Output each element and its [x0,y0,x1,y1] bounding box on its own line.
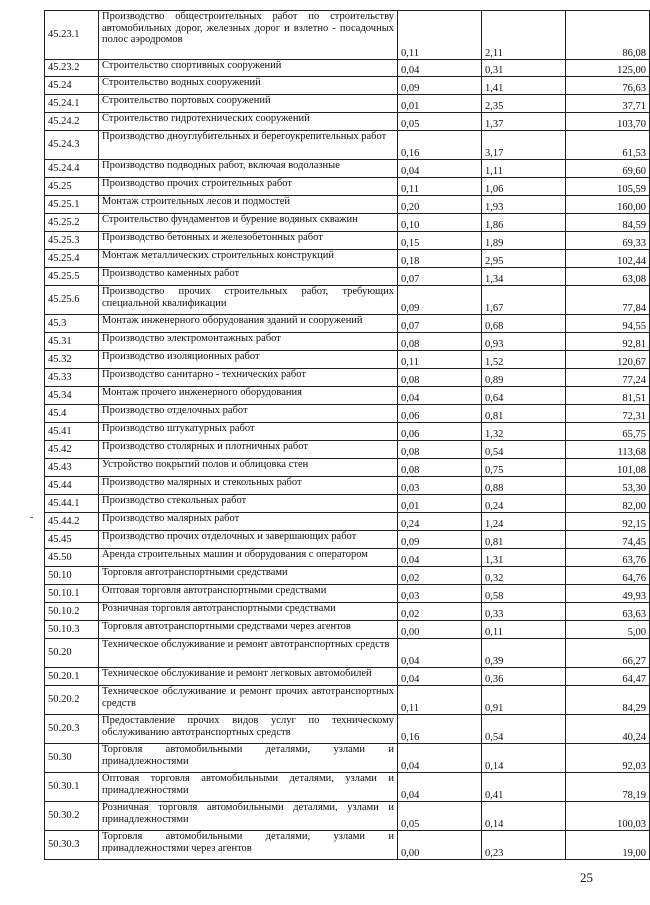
value-3-cell: 101,08 [566,459,650,477]
value-2-cell: 1,37 [482,113,566,131]
value-2-cell: 0,39 [482,639,566,668]
value-3-cell: 37,71 [566,95,650,113]
activity-name-cell: Техническое обслуживание и ремонт легковых автомобилей [99,668,398,686]
value-3-cell: 120,67 [566,351,650,369]
value-3-cell: 66,27 [566,639,650,668]
okved-code-cell: 45.24.1 [45,95,99,113]
okved-code-cell: 45.25.5 [45,268,99,286]
activity-name-cell: Монтаж инженерного оборудования зданий и сооружений [99,315,398,333]
value-3-cell: 86,08 [566,11,650,60]
table-row [45,686,650,715]
table-row [45,160,650,178]
value-2-cell: 1,93 [482,196,566,214]
value-3-cell: 49,93 [566,585,650,603]
value-2-cell: 1,11 [482,160,566,178]
value-1-cell: 0,11 [398,686,482,715]
value-2-cell: 0,24 [482,495,566,513]
value-2-cell: 0,23 [482,831,566,860]
activity-name-cell: Производство бетонных и железобетонных работ [99,232,398,250]
okved-code-cell: 45.3 [45,315,99,333]
table-row [45,715,650,744]
value-3-cell: 64,47 [566,668,650,686]
value-1-cell: 0,05 [398,802,482,831]
value-2-cell: 2,11 [482,11,566,60]
value-3-cell: 61,53 [566,131,650,160]
value-1-cell: 0,04 [398,668,482,686]
okved-code-cell: 45.23.2 [45,60,99,77]
value-1-cell: 0,05 [398,113,482,131]
table-body [45,11,650,860]
table-row [45,95,650,113]
table-row [45,250,650,268]
value-1-cell: 0,08 [398,459,482,477]
value-2-cell: 1,32 [482,423,566,441]
activity-name-cell: Производство общестроительных работ по строительству автомобильных дорог, железных дорог и взлетно - посадочных полос аэродромов [99,11,398,60]
value-3-cell: 69,33 [566,232,650,250]
value-2-cell: 1,86 [482,214,566,232]
value-1-cell: 0,18 [398,250,482,268]
value-2-cell: 1,52 [482,351,566,369]
value-2-cell: 1,89 [482,232,566,250]
value-1-cell: 0,06 [398,423,482,441]
activity-name-cell: Техническое обслуживание и ремонт автотранспортных средств [99,639,398,668]
activity-name-cell: Производство прочих строительных работ [99,178,398,196]
value-1-cell: 0,04 [398,387,482,405]
table-row [45,11,650,60]
okved-code-cell: 45.45 [45,531,99,549]
value-3-cell: 5,00 [566,621,650,639]
activity-name-cell: Устройство покрытий полов и облицовка стен [99,459,398,477]
activity-name-cell: Монтаж строительных лесов и подмостей [99,196,398,214]
activity-name-cell: Производство малярных и стекольных работ [99,477,398,495]
value-1-cell: 0,09 [398,77,482,95]
okved-code-cell: 45.4 [45,405,99,423]
activity-name-cell: Производство прочих строительных работ, требующих специальной квалификации [99,286,398,315]
value-3-cell: 160,00 [566,196,650,214]
value-3-cell: 19,00 [566,831,650,860]
okved-code-cell: 45.50 [45,549,99,567]
table-row [45,268,650,286]
value-2-cell: 0,11 [482,621,566,639]
value-3-cell: 81,51 [566,387,650,405]
value-3-cell: 94,55 [566,315,650,333]
value-1-cell: 0,07 [398,268,482,286]
value-1-cell: 0,04 [398,639,482,668]
value-2-cell: 1,06 [482,178,566,196]
value-1-cell: 0,09 [398,531,482,549]
value-3-cell: 82,00 [566,495,650,513]
value-1-cell: 0,11 [398,178,482,196]
table-row [45,286,650,315]
value-1-cell: 0,08 [398,333,482,351]
okved-code-cell: 45.24.4 [45,160,99,178]
value-1-cell: 0,03 [398,477,482,495]
okved-code-cell: 45.25.1 [45,196,99,214]
value-3-cell: 92,15 [566,513,650,531]
table-row [45,513,650,531]
value-3-cell: 63,08 [566,268,650,286]
table-row [45,802,650,831]
margin-mark: - [30,512,34,523]
value-1-cell: 0,00 [398,831,482,860]
okved-code-cell: 50.10.2 [45,603,99,621]
table-row [45,131,650,160]
value-2-cell: 0,89 [482,369,566,387]
activity-name-cell: Строительство спортивных сооружений [99,60,398,77]
table-row [45,369,650,387]
okved-code-cell: 45.44 [45,477,99,495]
okved-code-cell: 45.25.6 [45,286,99,315]
activity-name-cell: Производство стекольных работ [99,495,398,513]
table-row [45,423,650,441]
activity-name-cell: Производство электромонтажных работ [99,333,398,351]
activity-name-cell: Строительство портовых сооружений [99,95,398,113]
data-table [44,10,650,860]
value-3-cell: 77,84 [566,286,650,315]
value-3-cell: 63,63 [566,603,650,621]
value-2-cell: 0,91 [482,686,566,715]
value-2-cell: 0,88 [482,477,566,495]
table-row [45,232,650,250]
okved-code-cell: 45.25 [45,178,99,196]
value-1-cell: 0,09 [398,286,482,315]
activity-name-cell: Торговля автомобильными деталями, узлами и принадлежностями через агентов [99,831,398,860]
value-2-cell: 0,14 [482,744,566,773]
activity-name-cell: Производство подводных работ, включая водолазные [99,160,398,178]
value-2-cell: 0,68 [482,315,566,333]
value-1-cell: 0,07 [398,315,482,333]
value-2-cell: 0,81 [482,405,566,423]
value-3-cell: 113,68 [566,441,650,459]
okved-code-cell: 50.10.1 [45,585,99,603]
value-1-cell: 0,08 [398,369,482,387]
value-1-cell: 0,02 [398,603,482,621]
activity-name-cell: Производство малярных работ [99,513,398,531]
okved-code-cell: 50.20.3 [45,715,99,744]
table-row [45,744,650,773]
okved-code-cell: 45.43 [45,459,99,477]
okved-code-cell: 50.10 [45,567,99,585]
table-row [45,351,650,369]
okved-code-cell: 45.44.1 [45,495,99,513]
table-row [45,549,650,567]
table-row [45,214,650,232]
table-row [45,773,650,802]
value-1-cell: 0,10 [398,214,482,232]
value-1-cell: 0,24 [398,513,482,531]
value-1-cell: 0,04 [398,773,482,802]
value-2-cell: 0,33 [482,603,566,621]
okved-code-cell: 50.10.3 [45,621,99,639]
activity-name-cell: Торговля автотранспортными средствами через агентов [99,621,398,639]
table-row [45,831,650,860]
activity-name-cell: Производство штукатурных работ [99,423,398,441]
table-row [45,585,650,603]
value-3-cell: 100,03 [566,802,650,831]
value-1-cell: 0,15 [398,232,482,250]
okved-code-cell: 50.30.2 [45,802,99,831]
table-row [45,567,650,585]
value-3-cell: 125,00 [566,60,650,77]
table-row [45,459,650,477]
okved-code-cell: 45.34 [45,387,99,405]
table-row [45,113,650,131]
okved-code-cell: 50.30.1 [45,773,99,802]
okved-code-cell: 45.31 [45,333,99,351]
value-3-cell: 63,76 [566,549,650,567]
value-3-cell: 103,70 [566,113,650,131]
value-1-cell: 0,11 [398,351,482,369]
value-2-cell: 0,31 [482,60,566,77]
table-row [45,196,650,214]
activity-name-cell: Производство столярных и плотничных работ [99,441,398,459]
okved-code-cell: 45.24.2 [45,113,99,131]
value-3-cell: 76,63 [566,77,650,95]
okved-code-cell: 45.32 [45,351,99,369]
value-3-cell: 65,75 [566,423,650,441]
value-3-cell: 72,31 [566,405,650,423]
activity-name-cell: Торговля автотранспортными средствами [99,567,398,585]
okved-code-cell: 50.20 [45,639,99,668]
value-2-cell: 0,41 [482,773,566,802]
value-1-cell: 0,04 [398,744,482,773]
value-1-cell: 0,11 [398,11,482,60]
value-3-cell: 77,24 [566,369,650,387]
table-row [45,333,650,351]
table-row [45,387,650,405]
value-3-cell: 69,60 [566,160,650,178]
activity-name-cell: Производство каменных работ [99,268,398,286]
table-row [45,495,650,513]
value-3-cell: 92,81 [566,333,650,351]
table-row [45,405,650,423]
okved-code-cell: 50.20.2 [45,686,99,715]
value-1-cell: 0,00 [398,621,482,639]
value-1-cell: 0,01 [398,95,482,113]
value-3-cell: 53,30 [566,477,650,495]
value-2-cell: 0,75 [482,459,566,477]
value-1-cell: 0,03 [398,585,482,603]
value-1-cell: 0,04 [398,60,482,77]
table-row [45,531,650,549]
value-1-cell: 0,16 [398,131,482,160]
okved-code-cell: 45.44.2 [45,513,99,531]
okved-code-cell: 45.42 [45,441,99,459]
value-2-cell: 1,24 [482,513,566,531]
okved-code-cell: 45.25.4 [45,250,99,268]
value-2-cell: 3,17 [482,131,566,160]
activity-name-cell: Оптовая торговля автотранспортными средствами [99,585,398,603]
okved-code-cell: 45.25.3 [45,232,99,250]
table-row [45,603,650,621]
value-2-cell: 2,95 [482,250,566,268]
value-2-cell: 0,64 [482,387,566,405]
okved-code-cell: 50.30 [45,744,99,773]
activity-name-cell: Производство санитарно - технических работ [99,369,398,387]
activity-name-cell: Производство отделочных работ [99,405,398,423]
activity-name-cell: Розничная торговля автотранспортными средствами [99,603,398,621]
value-2-cell: 2,35 [482,95,566,113]
value-3-cell: 40,24 [566,715,650,744]
okved-code-cell: 50.30.3 [45,831,99,860]
activity-name-cell: Монтаж прочего инженерного оборудования [99,387,398,405]
activity-name-cell: Техническое обслуживание и ремонт прочих автотранспортных средств [99,686,398,715]
activity-name-cell: Монтаж металлических строительных конструкций [99,250,398,268]
value-2-cell: 0,58 [482,585,566,603]
okved-code-cell: 45.23.1 [45,11,99,60]
activity-name-cell: Строительство водных сооружений [99,77,398,95]
value-2-cell: 1,67 [482,286,566,315]
table-row [45,60,650,77]
value-3-cell: 74,45 [566,531,650,549]
value-2-cell: 0,36 [482,668,566,686]
okved-code-cell: 45.24.3 [45,131,99,160]
value-1-cell: 0,04 [398,549,482,567]
value-3-cell: 64,76 [566,567,650,585]
value-2-cell: 0,81 [482,531,566,549]
okved-code-cell: 45.24 [45,77,99,95]
okved-code-cell: 45.41 [45,423,99,441]
value-3-cell: 102,44 [566,250,650,268]
activity-name-cell: Производство прочих отделочных и завершающих работ [99,531,398,549]
value-1-cell: 0,06 [398,405,482,423]
value-2-cell: 1,34 [482,268,566,286]
value-1-cell: 0,01 [398,495,482,513]
value-1-cell: 0,04 [398,160,482,178]
value-2-cell: 1,31 [482,549,566,567]
table-row [45,639,650,668]
table-row [45,315,650,333]
activity-name-cell: Производство дноуглубительных и берегоукрепительных работ [99,131,398,160]
value-1-cell: 0,16 [398,715,482,744]
table-row [45,178,650,196]
table-row [45,668,650,686]
okved-code-cell: 45.33 [45,369,99,387]
activity-name-cell: Производство изоляционных работ [99,351,398,369]
value-3-cell: 84,29 [566,686,650,715]
activity-name-cell: Предоставление прочих видов услуг по техническому обслуживанию автотранспортных средств [99,715,398,744]
okved-code-cell: 50.20.1 [45,668,99,686]
value-3-cell: 84,59 [566,214,650,232]
value-1-cell: 0,20 [398,196,482,214]
page-number: 25 [580,870,593,885]
activity-name-cell: Розничная торговля автомобильными деталями, узлами и принадлежностями [99,802,398,831]
activity-name-cell: Строительство фундаментов и бурение водяных скважин [99,214,398,232]
activity-name-cell: Оптовая торговля автомобильными деталями, узлами и принадлежностями [99,773,398,802]
value-2-cell: 0,14 [482,802,566,831]
activity-name-cell: Аренда строительных машин и оборудования с оператором [99,549,398,567]
value-2-cell: 0,54 [482,715,566,744]
value-1-cell: 0,08 [398,441,482,459]
table-row [45,441,650,459]
value-2-cell: 1,41 [482,77,566,95]
activity-name-cell: Строительство гидротехнических сооружений [99,113,398,131]
value-2-cell: 0,32 [482,567,566,585]
value-2-cell: 0,54 [482,441,566,459]
activity-name-cell: Торговля автомобильными деталями, узлами и принадлежностями [99,744,398,773]
value-2-cell: 0,93 [482,333,566,351]
value-1-cell: 0,02 [398,567,482,585]
okved-code-cell: 45.25.2 [45,214,99,232]
table-row [45,477,650,495]
table-row [45,77,650,95]
value-3-cell: 105,59 [566,178,650,196]
value-3-cell: 92,03 [566,744,650,773]
table-row [45,621,650,639]
value-3-cell: 78,19 [566,773,650,802]
